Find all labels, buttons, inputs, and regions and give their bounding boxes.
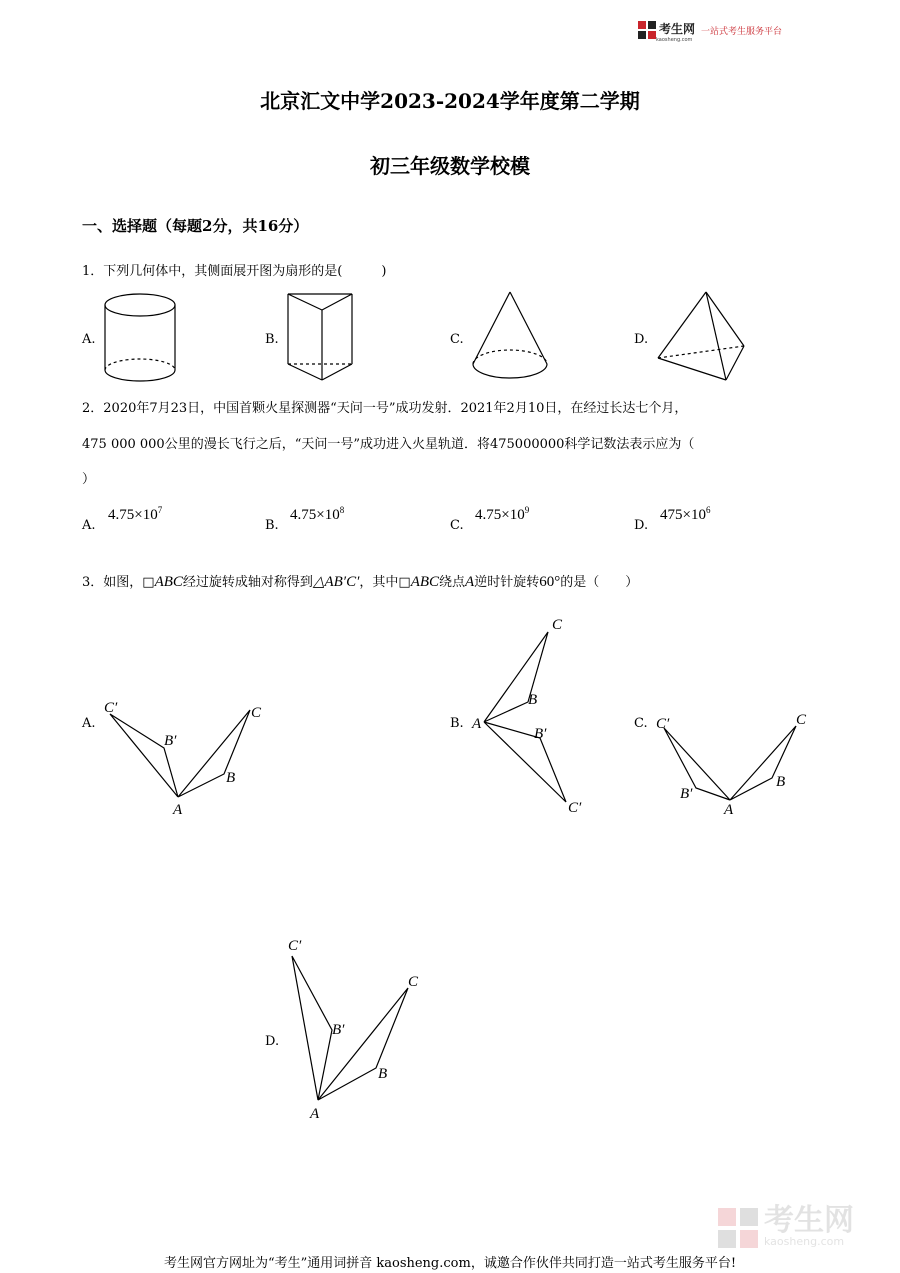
q1-option-a-label: A. (82, 332, 96, 347)
q1-tetrahedron-figure (652, 288, 750, 386)
q2-option-a-value: $4.75\times 10^7$ (108, 505, 163, 523)
q1-option-b-label: B. (265, 332, 279, 347)
q2-option-c-label: C. (450, 518, 464, 533)
watermark-url: kaosheng.com (764, 1235, 845, 1248)
q1-cone-figure (468, 288, 552, 386)
q3-figure-a (100, 690, 280, 820)
q2-option-d-label: D. (634, 518, 649, 533)
label-a: A (310, 1106, 320, 1122)
kaosheng-watermark-icon (718, 1208, 758, 1248)
q3-figure-b (468, 612, 598, 822)
header-brand (638, 18, 782, 42)
q1-option-c-label: C. (450, 332, 464, 347)
brand-name: 考生网 (659, 21, 696, 36)
label-b: B (528, 692, 538, 708)
label-b-prime: B′ (164, 733, 177, 749)
q2-option-b-value: $4.75\times 10^8$ (290, 505, 345, 523)
brand-slogan: 一站式考生服务平台 (701, 26, 783, 37)
q3-figure-d (284, 932, 434, 1124)
q3-option-b-label: B. (450, 716, 464, 731)
label-c-prime: C′ (288, 938, 302, 954)
q2-option-c-value: $4.75\times 10^9$ (475, 505, 530, 523)
question-2-line-1: 2．2020年7月23日，中国首颗火星探测器“天问一号”成功发射．2021年2月10日，在经过长达七个月， (82, 401, 688, 416)
page-subtitle: 初三年级数学校模 (370, 154, 530, 178)
q1-option-d-label: D. (634, 332, 649, 347)
label-c-prime: C′ (104, 700, 118, 716)
question-2-line-3: ） (82, 472, 96, 487)
page-title: 北京汇文中学2023-2024学年度第二学期 (260, 89, 640, 113)
q1-prism-figure (282, 288, 360, 386)
label-c: C (251, 705, 262, 721)
q2-option-a-label: A. (82, 518, 96, 533)
watermark-name: 考生网 (764, 1203, 854, 1238)
q1-cylinder-figure (100, 290, 182, 386)
label-c: C (408, 974, 419, 990)
brand-url: kaosheng.com (656, 36, 693, 43)
label-b: B (776, 774, 786, 790)
label-c: C (796, 712, 807, 728)
label-b-prime: B′ (680, 786, 693, 802)
footer-note: 考生网官方网址为“考生”通用词拼音 kaosheng.com，诚邀合作伙伴共同打造一站式考生服务平台! (163, 1256, 737, 1271)
label-b: B (378, 1066, 388, 1082)
label-c: C (552, 617, 563, 633)
label-b-prime: B′ (332, 1022, 345, 1038)
watermark (718, 1203, 854, 1248)
q2-option-b-label: B. (265, 518, 279, 533)
question-3-stem: 3．如图，□ABC经过旋转成轴对称得到△AB′C′，其中□ABC绕点A逆时针旋转60°的是（ ） (82, 574, 639, 590)
label-c-prime: C′ (656, 716, 670, 732)
label-a: A (173, 802, 183, 818)
q3-option-a-label: A. (82, 716, 96, 731)
kaosheng-logo-icon (638, 21, 656, 39)
question-1-stem: 1．下列几何体中，其侧面展开图为扇形的是( ) (82, 264, 387, 279)
label-c-prime: C′ (568, 800, 582, 816)
q3-figure-c (650, 706, 820, 818)
q3-option-c-label: C. (634, 716, 648, 731)
label-a: A (724, 802, 734, 818)
label-b-prime: B′ (534, 726, 547, 742)
section-heading: 一、选择题（每题2分，共16分） (82, 217, 309, 235)
label-b: B (226, 770, 236, 786)
question-2-line-2: 475 000 000公里的漫长飞行之后，“天问一号”成功进入火星轨道．将475000000科学记数法表示应为（ (82, 437, 695, 452)
q2-option-d-value: $475\times 10^6$ (660, 505, 711, 523)
q3-option-d-label: D. (265, 1034, 280, 1049)
label-a: A (472, 716, 482, 732)
